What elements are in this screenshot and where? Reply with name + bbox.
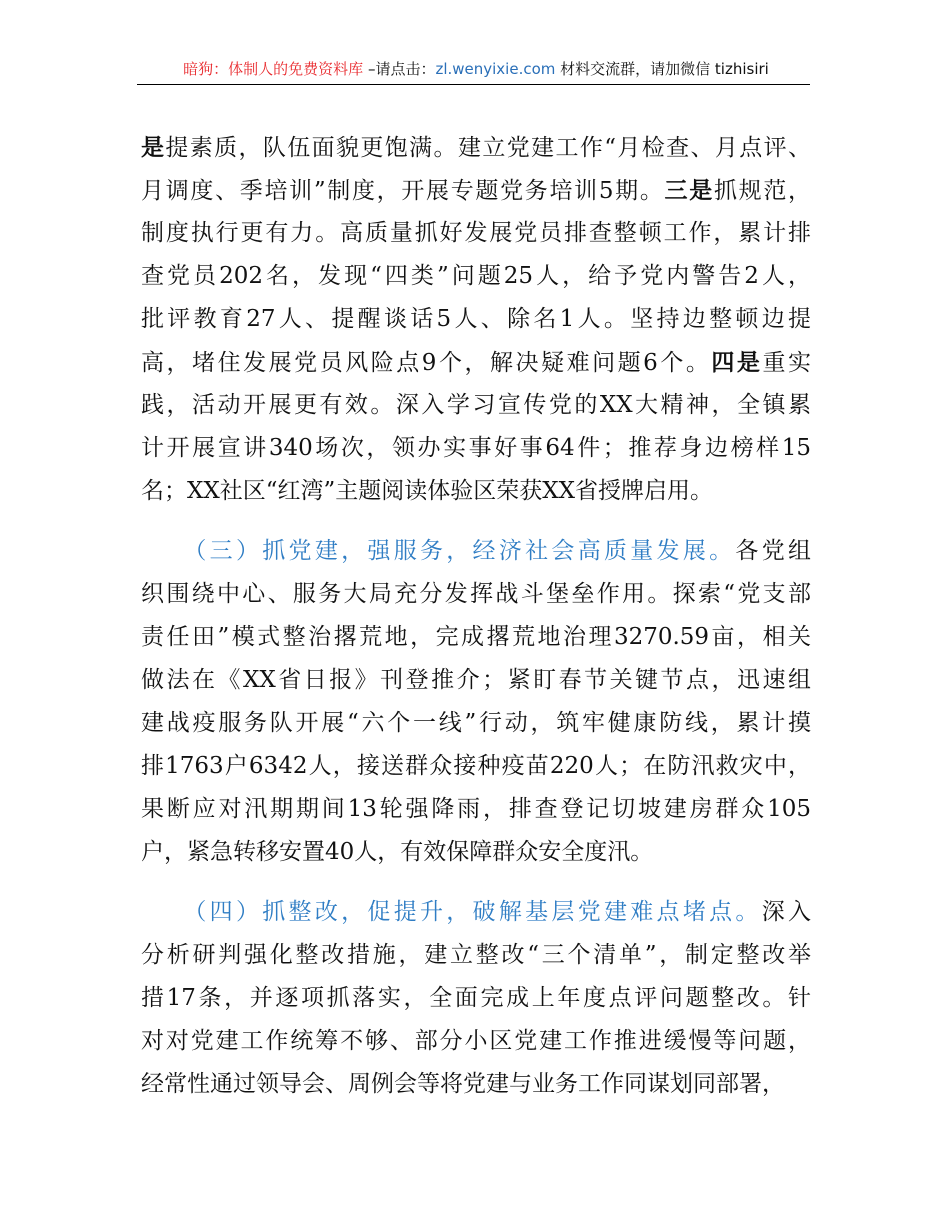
text-line — [141, 831, 811, 874]
text-line — [141, 212, 811, 255]
paragraph — [141, 530, 811, 874]
text-line — [141, 298, 811, 341]
text-segment: 抓规范， — [713, 178, 812, 204]
text-segment: 排1763户6342人，接送群众接种疫苗220人；在防汛救灾中， — [141, 753, 811, 779]
text-line — [141, 977, 811, 1020]
text-segment: 做法在《XX省日报》刊登推介；紧盯春节关键节点，迅速组 — [141, 667, 811, 693]
text-segment: 计开展宣讲340场次，领办实事好事64件；推荐身边榜样15 — [141, 435, 811, 461]
bold-lead: 是 — [141, 134, 166, 161]
text-line — [141, 745, 811, 788]
text-line — [141, 934, 811, 977]
text-line — [141, 891, 811, 934]
text-segment: 措17条，并逐项抓落实，全面完成上年度点评问题整改。针 — [141, 985, 811, 1011]
bold-lead: 四是 — [711, 349, 763, 376]
text-segment: 户，紧急转移安置40人，有效保障群众安全度汛。 — [141, 839, 654, 865]
section-heading: （三）抓党建，强服务，经济社会高质量发展。 — [141, 538, 736, 564]
text-line — [141, 616, 811, 659]
text-segment: 果断应对汛期期间13轮强降雨，排查登记切坡建房群众105 — [141, 796, 811, 822]
bold-lead: 三是 — [664, 177, 714, 204]
text-segment: 责任田”模式整治撂荒地，完成撂荒地治理3270.59亩，相关 — [141, 624, 811, 650]
text-segment: 建战疫服务队开展“六个一线”行动，筑牢健康防线，累计摸 — [141, 710, 811, 736]
text-segment: 高，堵住发展党员风险点9个，解决疑难问题6个。 — [141, 350, 712, 376]
text-line — [141, 1063, 811, 1106]
header-wechat: 材料交流群，请加微信 tizhisiri — [555, 60, 769, 78]
section-heading: （四）抓整改，促提升，破解基层党建难点堵点。 — [141, 899, 762, 925]
text-segment: 查党员202名，发现“四类”问题25人，给予党内警告2人， — [141, 263, 811, 289]
text-segment: 提素质，队伍面貌更饱满。建立党建工作“月检查、月点评、 — [165, 135, 812, 161]
text-segment: 对对党建工作统筹不够、部分小区党建工作推进缓慢等问题， — [141, 1028, 811, 1054]
paragraph — [141, 891, 811, 1106]
header-rule — [137, 84, 810, 85]
text-segment: 重实 — [762, 350, 811, 376]
text-segment: 名；XX社区“红湾”主题阅读体验区荣获XX省授牌启用。 — [141, 478, 714, 504]
document-body — [141, 126, 811, 1123]
text-line — [141, 788, 811, 831]
text-line — [141, 470, 811, 513]
text-line — [141, 530, 811, 573]
text-line — [141, 573, 811, 616]
text-segment: 践，活动开展更有效。深入学习宣传党的XX大精神，全镇累 — [141, 392, 811, 418]
text-segment: 批评教育27人、提醒谈话5人、除名1人。坚持边整顿边提 — [141, 306, 811, 332]
text-segment: 经常性通过领导会、周例会等将党建与业务工作同谋划同部署， — [141, 1071, 785, 1097]
text-line — [141, 702, 811, 745]
text-line — [141, 169, 811, 212]
text-line — [141, 126, 811, 169]
text-line — [141, 427, 811, 470]
text-line — [141, 659, 811, 702]
text-line — [141, 341, 811, 384]
text-segment: 深入 — [761, 899, 812, 925]
text-segment: 各党组 — [735, 538, 811, 564]
header-link[interactable]: zl.wenyixie.com — [435, 60, 556, 78]
text-line — [141, 1020, 811, 1063]
page-header — [140, 58, 812, 79]
header-prompt: –请点击： — [363, 60, 436, 78]
header-site-name: 暗狗：体制人的免费资料库 — [183, 60, 364, 78]
text-segment: 分析研判强化整改措施，建立整改“三个清单”，制定整改举 — [141, 942, 811, 968]
text-line — [141, 255, 811, 298]
text-segment: 制度执行更有力。高质量抓好发展党员排查整顿工作，累计排 — [141, 220, 811, 246]
paragraph — [141, 126, 811, 513]
text-segment: 月调度、季培训”制度，开展专题党务培训5期。 — [141, 178, 665, 204]
text-segment: 织围绕中心、服务大局充分发挥战斗堡垒作用。探索“党支部 — [141, 581, 811, 607]
text-line — [141, 384, 811, 427]
